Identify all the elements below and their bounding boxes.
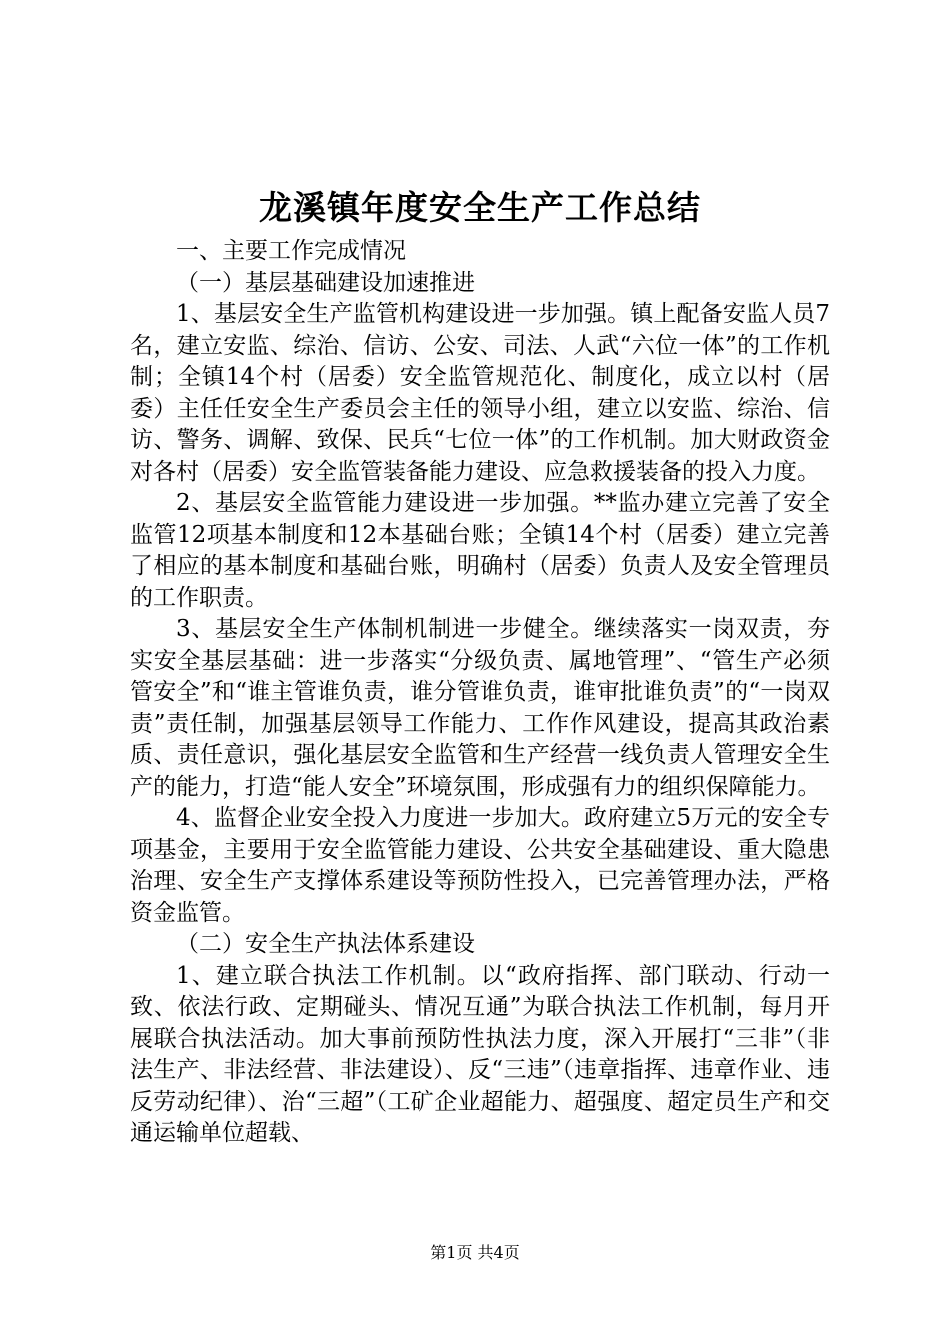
- subsection-heading-2: （二）安全生产执法体系建设: [176, 931, 475, 957]
- section-heading-1: 一、主要工作完成情况: [176, 238, 406, 264]
- paragraph-4: 4、监督企业安全投入力度进一步加大。政府建立5万元的安全专项基金，主要用于安全监管能力建设、公共安全基础建设、重大隐患治理、安全生产支撑体系建设等预防性投入，已完善管理办法，严格资金监管。: [130, 805, 830, 926]
- paragraph-1: 1、基层安全生产监管机构建设进一步加强。镇上配备安监人员7名，建立安监、综治、信访、公安、司法、人武“六位一体”的工作机制；全镇14个村（居委）安全监管规范化、制度化，成立以村（居委）主任任安全生产委员会主任的领导小组，建立以安监、综治、信访、警务、调解、致保、民兵“七位一体”的工作机制。加大财政资金对各村（居委）安全监管装备能力建设、应急救援装备的投入力度。: [130, 301, 830, 485]
- subsection-heading-1: （一）基层基础建设加速推进: [176, 269, 475, 296]
- paragraph-5: 1、建立联合执法工作机制。以“政府指挥、部门联动、行动一致、依法行政、定期碰头、情况互通”为联合执法工作机制，每月开展联合执法活动。加大事前预防性执法力度，深入开展打“三非”（非法生产、非法经营、非法建设）、反“三违”（违章指挥、违章作业、违反劳动纪律）、治“三超”（工矿企业超能力、超强度、超定员生产和交通运输单位超载、: [130, 962, 830, 1146]
- page-number-footer: 第1页 共4页: [430, 1243, 520, 1262]
- paragraph-2: 2、基层安全监管能力建设进一步加强。**监办建立完善了安全监管12项基本制度和12本基础台账；全镇14个村（居委）建立完善了相应的基本制度和基础台账，明确村（居委）负责人及安全管理员的工作职责。: [130, 490, 830, 611]
- document-body: [130, 186, 830, 1150]
- document-title: 龙溪镇年度安全生产工作总结: [259, 188, 701, 227]
- paragraph-3: 3、基层安全生产体制机制进一步健全。继续落实一岗双责，夯实安全基层基础：进一步落实“分级负责、属地管理”、“管生产必须管安全”和“谁主管谁负责，谁分管谁负责，谁审批谁负责”的“一岗双责”责任制，加强基层领导工作能力、工作作风建设，提高其政治素质、责任意识，强化基层安全监管和生产经营一线负责人管理安全生产的能力，打造“能人安全”环境氛围，形成强有力的组织保障能力。: [130, 616, 830, 800]
